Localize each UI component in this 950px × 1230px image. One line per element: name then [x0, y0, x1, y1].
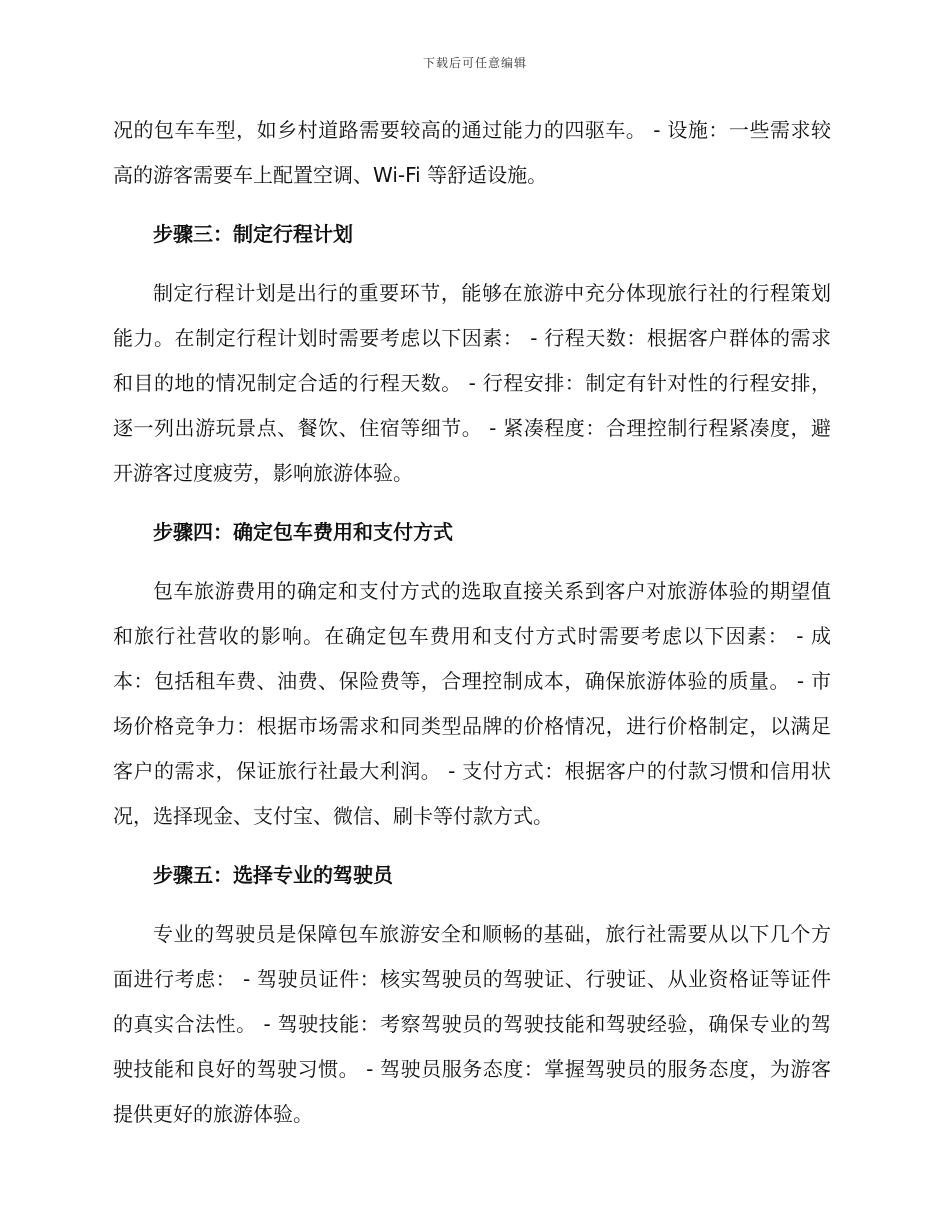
heading-step-five: 步骤五：选择专业的驾驶员	[153, 863, 393, 887]
heading-step-three: 步骤三：制定行程计划	[153, 222, 353, 246]
heading-step-four: 步骤四：确定包车费用和支付方式	[153, 520, 453, 544]
paragraph-vehicle-facilities: 况的包车车型，如乡村道路需要较高的通过能力的四驱车。 - 设施：一些需求较高的游客需要车上配置空调、Wi-Fi 等舒适设施。	[113, 118, 831, 187]
paragraph-driver-selection: 专业的驾驶员是保障包车旅游安全和顺畅的基础，旅行社需要从以下几个方面进行考虑： - 驾驶员证件：核实驾驶员的驾驶证、行驶证、从业资格证等证件的真实合法性。 - 驾驶技能：考察驾驶员的驾驶技能和驾驶经验，确保专业的驾驶技能和良好的驾驶习惯。 - 驾驶员服务态度：掌握驾驶员的服务态度，为游客提供更好的旅游体验。	[113, 922, 831, 1126]
document-body	[113, 108, 831, 1151]
page-header: 下载后可任意编辑	[422, 56, 527, 70]
paragraph-cost-payment: 包车旅游费用的确定和支付方式的选取直接关系到客户对旅游体验的期望值和旅行社营收的影响。在确定包车费用和支付方式时需要考虑以下因素： - 成本：包括租车费、油费、保险费等，合理控制成本，确保旅游体验的质量。 - 市场价格竞争力：根据市场需求和同类型品牌的价格情况，进行价格制定，以满足客户的需求，保证旅行社最大利润。 - 支付方式：根据客户的付款习惯和信用状况，选择现金、支付宝、微信、刷卡等付款方式。	[113, 579, 831, 828]
paragraph-itinerary-plan: 制定行程计划是出行的重要环节，能够在旅游中充分体现旅行社的行程策划能力。在制定行程计划时需要考虑以下因素： - 行程天数：根据客户群体的需求和目的地的情况制定合适的行程天数。 - 行程安排：制定有针对性的行程安排，逐一列出游玩景点、餐饮、住宿等细节。 - 紧凑程度：合理控制行程紧凑度，避开游客过度疲劳，影响旅游体验。	[113, 281, 831, 485]
